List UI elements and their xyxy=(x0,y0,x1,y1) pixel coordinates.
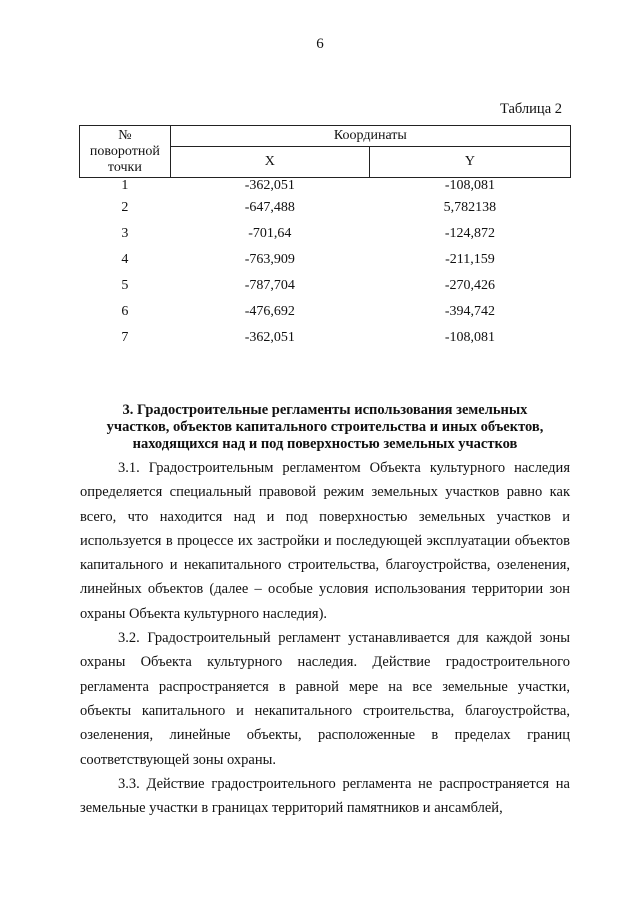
table-row xyxy=(80,330,571,356)
section-body xyxy=(80,456,570,820)
paragraph-3-3: 3.3. Действие градостроительного регламента не распространяется на земельные участки в границах территорий памятников и ансамблей, xyxy=(80,775,570,817)
section-heading-line: находящихся над и под поверхностью земельных участков xyxy=(132,436,518,452)
cell-point: 5 xyxy=(121,278,129,293)
cell-point: 2 xyxy=(121,200,129,215)
header-num-word1: поворотной xyxy=(89,143,160,159)
header-y: Y xyxy=(369,147,570,178)
cell-x: -647,488 xyxy=(244,200,295,215)
cell-y: 5,782138 xyxy=(443,200,497,215)
header-coordinates: Координаты xyxy=(170,126,570,147)
paragraph-3-1: 3.1. Градостроительным регламентом Объекта культурного наследия определяется специальный правовой режим земельных участков равно как всего, что находится над и под поверхностью земельных участков и используется в процессе их застройки и последующей эксплуатации объектов капитального и некапитального строительства, благоустройства, озеленения, линейных объектов (далее – особые условия использования территории зон охраны Объекта культурного наследия). xyxy=(80,460,570,622)
cell-x: -701,64 xyxy=(248,226,292,241)
paragraph-3-2: 3.2. Градостроительный регламент устанавливается для каждой зоны охраны Объекта культурного наследия. Действие градостроительного регламента распространяется в равной мере на все земельные участки, объекты капитального и некапитального строительства, благоустройства, озеленения, линейные объекты, расположенные в пределах границ соответствующей зоны охраны. xyxy=(80,630,570,768)
table-row xyxy=(80,252,571,278)
cell-x: -787,704 xyxy=(244,278,295,293)
cell-y: -394,742 xyxy=(444,304,496,319)
header-num-symbol: № xyxy=(118,127,132,143)
table-row xyxy=(80,226,571,252)
section-heading-line: 3. Градостроительные регламенты использования земельных xyxy=(122,402,528,418)
cell-point: 1 xyxy=(121,178,129,193)
header-point-number xyxy=(80,126,171,178)
header-x: X xyxy=(170,147,369,178)
table-caption: Таблица 2 xyxy=(499,101,562,117)
section-heading xyxy=(80,402,570,453)
cell-point: 3 xyxy=(121,226,129,241)
table-row xyxy=(80,178,571,201)
cell-point: 7 xyxy=(121,330,129,345)
cell-x: -476,692 xyxy=(244,304,295,319)
cell-x: -362,051 xyxy=(244,330,295,345)
cell-x: -763,909 xyxy=(244,252,295,267)
cell-y: -211,159 xyxy=(445,252,495,267)
cell-point: 6 xyxy=(121,304,129,319)
cell-y: -270,426 xyxy=(444,278,496,293)
coordinates-table xyxy=(79,125,571,356)
table-row xyxy=(80,278,571,304)
cell-y: -108,081 xyxy=(444,178,496,193)
table-row xyxy=(80,200,571,226)
table-row xyxy=(80,304,571,330)
cell-y: -108,081 xyxy=(444,330,496,345)
page-number: 6 xyxy=(316,36,324,52)
cell-x: -362,051 xyxy=(244,178,295,193)
cell-y: -124,872 xyxy=(444,226,496,241)
section-heading-line: участков, объектов капитального строительства и иных объектов, xyxy=(106,419,544,435)
cell-point: 4 xyxy=(121,252,129,267)
header-num-word2: точки xyxy=(107,159,142,175)
